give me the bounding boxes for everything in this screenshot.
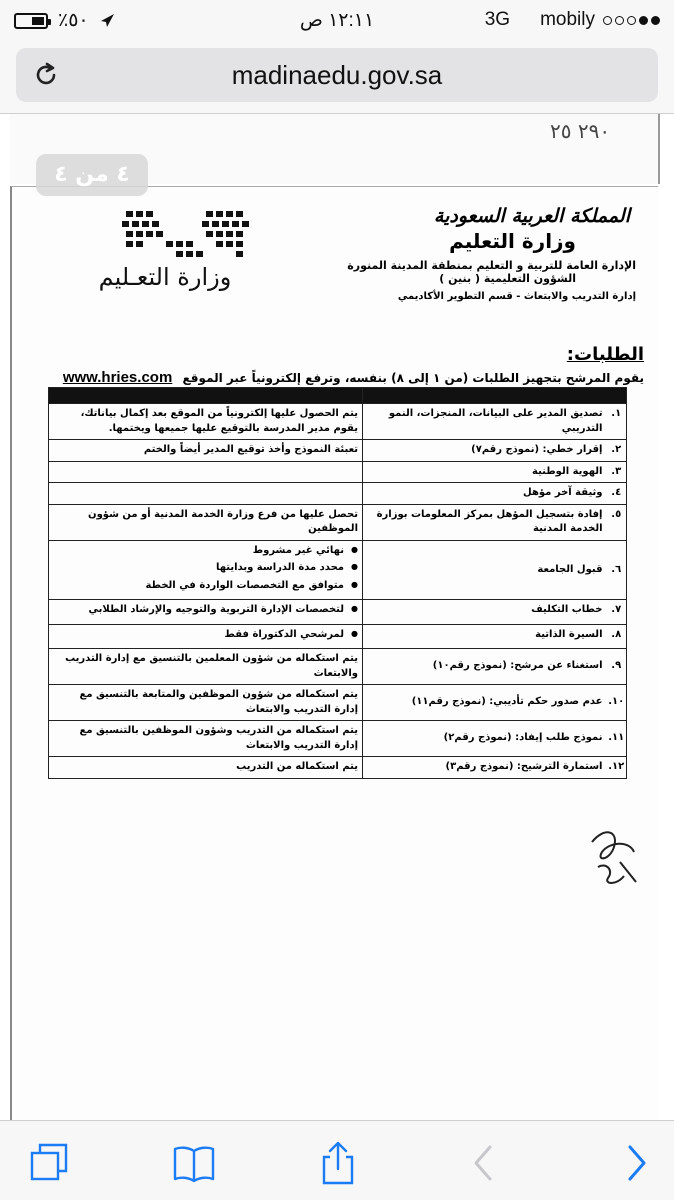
table-row	[49, 404, 627, 440]
row-note: يتم استكماله من التدريب وشؤون الموظفين بالتنسيق مع إدارة التدريب والابتعاث	[49, 721, 363, 757]
row-note	[49, 600, 363, 625]
row-item: وثيقة آخر مؤهل	[363, 483, 607, 505]
row-number: ٧.	[607, 600, 627, 625]
requirements-intro	[44, 369, 644, 386]
bullet-item: ● نهائي غير مشروط	[53, 544, 358, 559]
row-number: ١٠.	[607, 685, 627, 721]
signature-icon	[584, 822, 644, 892]
row-note: يتم استكماله من شؤون المعلمين بالتنسيق مع إدارة التدريب والابتعاث	[49, 649, 363, 685]
website-link[interactable]: www.hries.com	[62, 369, 173, 386]
row-note	[49, 461, 363, 483]
affairs-name: الشؤون التعليمية ( بنين )	[439, 272, 576, 285]
logo-dots-icon	[122, 209, 252, 259]
row-note	[49, 624, 363, 649]
address-bar[interactable]	[16, 48, 658, 102]
row-item: خطاب التكليف	[363, 600, 607, 625]
row-item: إقرار خطي: (نموذج رقم٧)	[363, 440, 607, 462]
page-indicator: ٤ من ٤	[36, 154, 148, 196]
signal-strength-icon	[603, 16, 660, 25]
table-row	[49, 504, 627, 540]
browser-toolbar	[0, 1120, 674, 1200]
row-item: نموذج طلب إيفاد: (نموذج رقم٢)	[363, 721, 607, 757]
bullet-item: ● محدد مدة الدراسة وبدايتها	[53, 561, 358, 576]
row-note	[49, 483, 363, 505]
table-row	[49, 540, 627, 600]
row-item: عدم صدور حكم تأديبي: (نموذج رقم١١)	[363, 685, 607, 721]
table-row	[49, 649, 627, 685]
table-row	[49, 461, 627, 483]
requirements-title: الطلبات:	[566, 344, 644, 365]
bullet-item: ● لمرشحي الدكتوراة فقط	[53, 628, 358, 643]
row-item: إفادة بتسجيل المؤهل بمركز المعلومات بوزارة الخدمة المدنية	[363, 504, 607, 540]
requirements-table	[48, 387, 627, 779]
bookmarks-icon[interactable]	[172, 1141, 216, 1185]
row-note: يتم استكماله من التدريب	[49, 757, 363, 779]
row-note	[49, 540, 363, 600]
battery-percent: ٪٥٠	[58, 10, 89, 31]
row-number: ٦.	[607, 540, 627, 600]
table-row	[49, 624, 627, 649]
kingdom-name: المملكة العربية السعودية	[433, 205, 630, 227]
row-number: ٨.	[607, 624, 627, 649]
table-row	[49, 600, 627, 625]
bullet-item: ● لتخصصات الإدارة التربوية والتوجيه والإرشاد الطلابي	[53, 603, 358, 618]
row-note: تحصل عليها من فرع وزارة الخدمة المدنية أو من شؤون الموظفين	[49, 504, 363, 540]
ministry-name: وزارة التعليم	[449, 229, 576, 253]
row-number: ٤.	[607, 483, 627, 505]
document-page	[10, 186, 658, 1120]
carrier-name: mobily	[540, 9, 595, 30]
department-name: إدارة التدريب والابتعاث - قسم التطوير الأكاديمي	[397, 291, 636, 302]
row-item: استمارة الترشيح: (نموذج رقم٣)	[363, 757, 607, 779]
pdf-viewer[interactable]	[0, 114, 674, 1120]
row-number: ٩.	[607, 649, 627, 685]
status-time: ١٢:١١ ص	[299, 10, 375, 31]
row-number: ٣.	[607, 461, 627, 483]
directorate-name: الإدارة العامة للتربية و التعليم بمنطقة المدينة المنورة	[347, 259, 636, 272]
logo-text: وزارة التعـليم	[98, 263, 232, 291]
document-header	[336, 205, 636, 302]
requirements-intro-text: يقوم المرشح بتجهيز الطلبات (من ١ إلى ٨) بنفسه، وترفع إلكترونياً عبر الموقع	[182, 371, 644, 385]
row-note: يتم الحصول عليها إلكترونياً من الموقع بعد إكمال بياناتك، يقوم مدير المدرسة بالتوقيع عليها جميعها ويختمها.	[49, 404, 363, 440]
browser-address-area	[0, 40, 674, 114]
row-item: السيرة الذاتية	[363, 624, 607, 649]
row-item: استغناء عن مرشح: (نموذج رقم١٠)	[363, 649, 607, 685]
url-text[interactable]: madinaedu.gov.sa	[231, 60, 443, 90]
row-number: ١٢.	[607, 757, 627, 779]
table-row	[49, 483, 627, 505]
row-item: تصديق المدير على البيانات، المنجزات، النمو التدريبي	[363, 404, 607, 440]
bullet-item: ● متوافق مع التخصصات الواردة في الخطة	[53, 579, 358, 594]
row-note: يتم استكماله من شؤون الموظفين والمتابعة بالتنسيق مع إدارة التدريب والابتعاث	[49, 685, 363, 721]
back-icon[interactable]	[462, 1141, 506, 1185]
handwritten-note: ٢٩٠ ٢٥	[550, 119, 611, 143]
row-note: تعبئة النموذج وأخذ توقيع المدير أيضاً والختم	[49, 440, 363, 462]
ministry-logo	[70, 209, 260, 299]
forward-icon[interactable]	[614, 1141, 658, 1185]
row-number: ١١.	[607, 721, 627, 757]
tabs-icon[interactable]	[28, 1141, 72, 1185]
status-bar	[0, 0, 674, 40]
table-row	[49, 685, 627, 721]
row-number: ٥.	[607, 504, 627, 540]
row-item: الهوية الوطنية	[363, 461, 607, 483]
table-row	[49, 757, 627, 779]
network-type: 3G	[484, 9, 511, 30]
table-row	[49, 721, 627, 757]
row-number: ٢.	[607, 440, 627, 462]
row-item: قبول الجامعة	[363, 540, 607, 600]
table-row	[49, 440, 627, 462]
table-header	[49, 388, 627, 404]
row-number: ١.	[607, 404, 627, 440]
share-icon[interactable]	[316, 1141, 360, 1185]
